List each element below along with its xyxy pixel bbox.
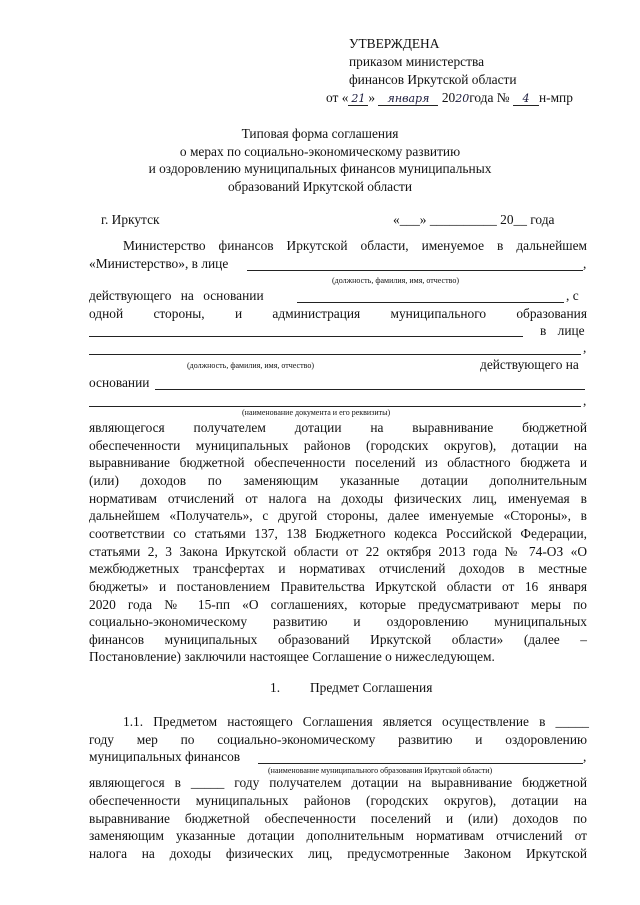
body-line-6: дальнейшем «Получатель», с другой стороны, далее именуемые «Стороны», в bbox=[89, 508, 587, 523]
clause-body-line-2: обеспеченности муниципальных районов (городских округов), дотации на bbox=[89, 793, 587, 808]
title-line-4: образований Иркутской области bbox=[227, 179, 413, 194]
preamble-line-4: одной стороны, и администрация муниципального образования bbox=[89, 306, 587, 321]
body-line-5: нормативам отчислений от налога на доходы физических лиц, именуемая в bbox=[89, 491, 587, 506]
preamble-line-1: Министерство финансов Иркутской области, именуемое в дальнейшем bbox=[123, 238, 587, 253]
body-line-10: бюджеты» и постановлением Правительства Иркутской области от 16 января bbox=[89, 579, 587, 594]
approval-date-line: от « 21 » января 2020года № 4 н-мпр bbox=[326, 90, 573, 105]
hint-document: (наименование документа и его реквизиты) bbox=[242, 408, 391, 417]
handwritten-year: 20 bbox=[455, 92, 470, 105]
fill-line bbox=[297, 302, 564, 303]
clause-body-line-4: заменяющим указанные дотации дополнительным нормативам отчислений от bbox=[89, 828, 587, 843]
body-line-7: соответствии со статьями 137, 138 Бюджетного кодекса Российской Федерации, bbox=[89, 526, 587, 541]
clause-line-2: году мер по социально-экономическому развитию и оздоровлению bbox=[89, 732, 587, 747]
handwritten-month: января bbox=[378, 92, 438, 106]
year-prefix: 20 bbox=[441, 90, 456, 105]
number-label: года № bbox=[469, 90, 510, 105]
date-prefix: от « bbox=[326, 90, 349, 105]
fill-line bbox=[89, 336, 523, 337]
fill-line bbox=[89, 406, 581, 407]
approval-line-2: финансов Иркутской области bbox=[349, 72, 517, 87]
hint-position-name: (должность, фамилия, имя, отчество) bbox=[332, 276, 459, 285]
clause-line-1: 1.1. Предметом настоящего Соглашения является осуществление в _____ bbox=[123, 714, 589, 729]
title-line-3: и оздоровлению муниципальных финансов муниципальных bbox=[148, 161, 492, 176]
comma: , bbox=[583, 340, 587, 355]
body-line-13: финансов муниципальных образований Иркутской области» (далее – bbox=[89, 632, 587, 647]
hint-municipality: (наименование муниципального образования Иркутской области) bbox=[268, 766, 493, 775]
body-line-14: Постановление) заключили настоящее Соглашение о нижеследующем. bbox=[89, 649, 495, 664]
preamble-line-6-end: действующего на bbox=[480, 357, 579, 372]
clause-body-line-5: налога на доходы физических лиц, предусмотренные Законом Иркутской bbox=[89, 846, 587, 861]
approval-heading: УТВЕРЖДЕНА bbox=[349, 36, 440, 51]
comma: , bbox=[583, 749, 587, 764]
body-line-11: 2020 года № 15-пп «О соглашениях, которые предусматривают меры по bbox=[89, 597, 587, 612]
body-line-12: социально-экономическому развитию и оздоровлению муниципальных bbox=[89, 614, 587, 629]
fill-line bbox=[247, 270, 583, 271]
comma: , bbox=[583, 393, 587, 408]
body-line-4: (или) доходов по заменяющим указанные дотации дополнительным bbox=[89, 473, 587, 488]
title-line-1: Типовая форма соглашения bbox=[241, 126, 399, 141]
preamble-line-2: «Министерство», в лице bbox=[89, 256, 229, 271]
body-line-8: статьями 2, 3 Закона Иркутской области от 22 октября 2013 года № 74-ОЗ «О bbox=[89, 544, 587, 559]
handwritten-number: 4 bbox=[513, 92, 539, 106]
body-line-1: являющегося получателем дотации на выравнивание бюджетной bbox=[89, 420, 587, 435]
section-number: 1. bbox=[270, 680, 281, 695]
preamble-line-3: действующего на основании bbox=[89, 288, 264, 303]
body-line-9: межбюджетных трансфертах и нормативах отчислений доходов в местные bbox=[89, 561, 587, 576]
preamble-line-5-end: в лице bbox=[540, 323, 585, 338]
clause-body-line-3: выравнивание бюджетной обеспеченности поселений и (или) доходов по bbox=[89, 811, 587, 826]
fill-line bbox=[258, 763, 583, 764]
comma: , bbox=[583, 256, 587, 271]
section-title: Предмет Соглашения bbox=[310, 680, 433, 695]
approval-line-1: приказом министерства bbox=[349, 54, 485, 69]
fill-line bbox=[89, 354, 581, 355]
preamble-line-3-end: , с bbox=[566, 288, 579, 303]
title-line-2: о мерах по социально-экономическому развитию bbox=[179, 144, 461, 159]
fill-line bbox=[155, 389, 585, 390]
hint-position-name-2: (должность, фамилия, имя, отчество) bbox=[187, 361, 314, 370]
clause-body-line-1: являющегося в _____ году получателем дотации на выравнивание бюджетной bbox=[89, 775, 587, 790]
preamble-line-7: основании bbox=[89, 375, 150, 390]
clause-line-3: муниципальных финансов bbox=[89, 749, 241, 764]
handwritten-day: 21 bbox=[348, 92, 368, 106]
body-line-2: обеспеченности муниципальных районов (городских округов), дотации на bbox=[89, 438, 587, 453]
place: г. Иркутск bbox=[101, 212, 160, 227]
body-line-3: выравнивание бюджетной обеспеченности поселений из областного бюджета и bbox=[89, 455, 587, 470]
number-suffix: н-мпр bbox=[538, 90, 573, 105]
date-blank: «___» __________ 20__ года bbox=[393, 212, 555, 227]
